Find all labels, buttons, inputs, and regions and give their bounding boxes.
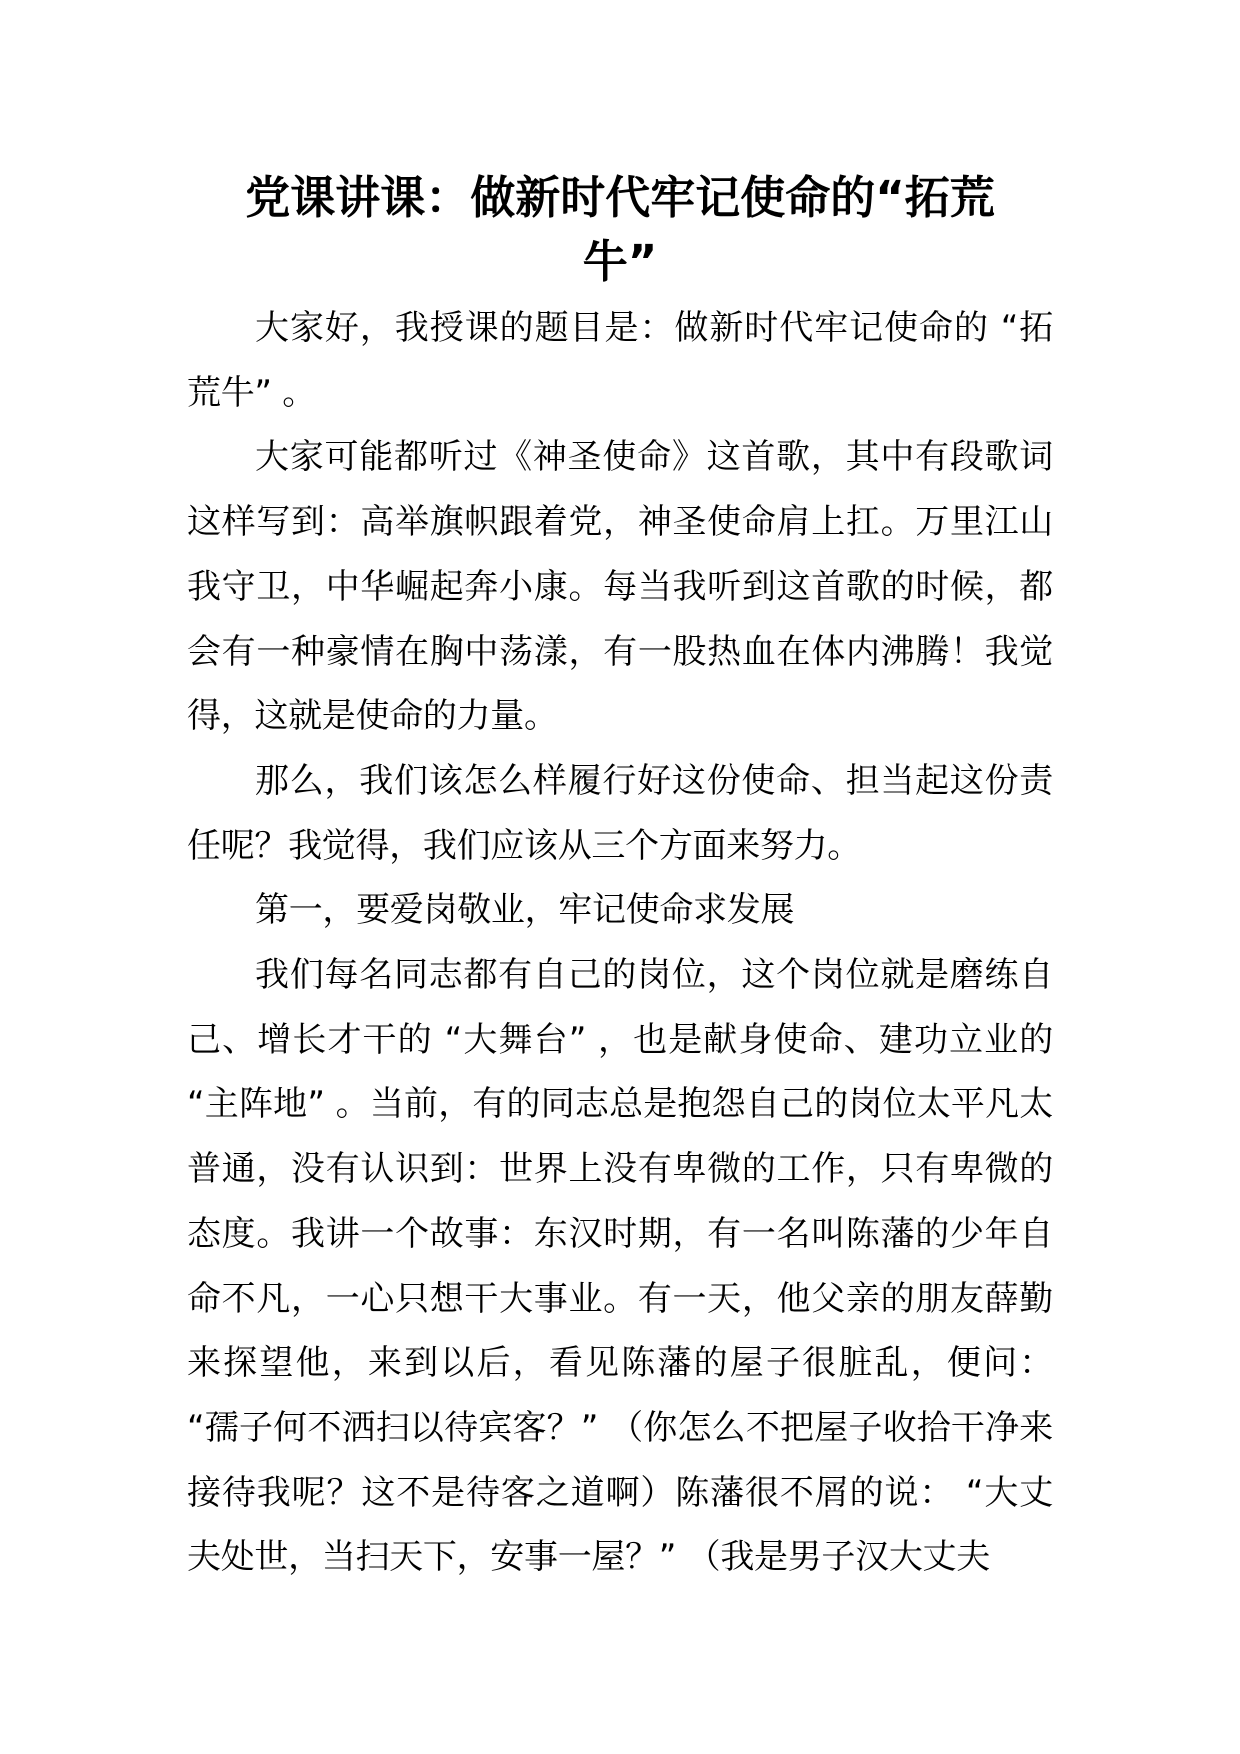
paragraph-song: 大家可能都听过《神圣使命》这首歌，其中有段歌词这样写到：高举旗帜跟着党，神圣使命肩上扛。万里江山我守卫，中华崛起奔小康。每当我听到这首歌的时候，都会有一种豪情在胸中荡漾，有一股热血在体内沸腾！我觉得，这就是使命的力量。: [187, 437, 1053, 737]
paragraph-heading-first: 第一，要爱岗敬业，牢记使命求发展: [255, 890, 795, 931]
paragraph-story: 我们每名同志都有自己的岗位，这个岗位就是磨练自己、增长才干的 “大舞台” ，也是献身使命、建功立业的 “主阵地” 。当前，有的同志总是抱怨自己的岗位太平凡太普通，没有认识到：世界上没有卑微的工作，只有卑微的态度。我讲一个故事：东汉时期，有一名叫陈藩的少年自命不凡，一心只想干大事业。有一天，他父亲的朋友薛勤来探望他，来到以后，看见陈藩的屋子很脏乱，便问： “孺子何不洒扫以待宾客？” （你怎么不把屋子收拾干净来接待我呢？这不是待客之道啊）陈藩很不屑的说： “大丈夫处世，当扫天下，安事一屋？” （我是男子汉大丈夫: [187, 955, 1053, 1578]
document-title: 党课讲课：做新时代牢记使命的“拓荒牛”: [245, 171, 995, 288]
paragraph-greeting: 大家好，我授课的题目是：做新时代牢记使命的 “拓荒牛” 。: [187, 308, 1053, 413]
paragraph-question: 那么，我们该怎么样履行好这份使命、担当起这份责任呢？我觉得，我们应该从三个方面来努力。: [187, 760, 1053, 866]
document-page: [187, 166, 1053, 1590]
